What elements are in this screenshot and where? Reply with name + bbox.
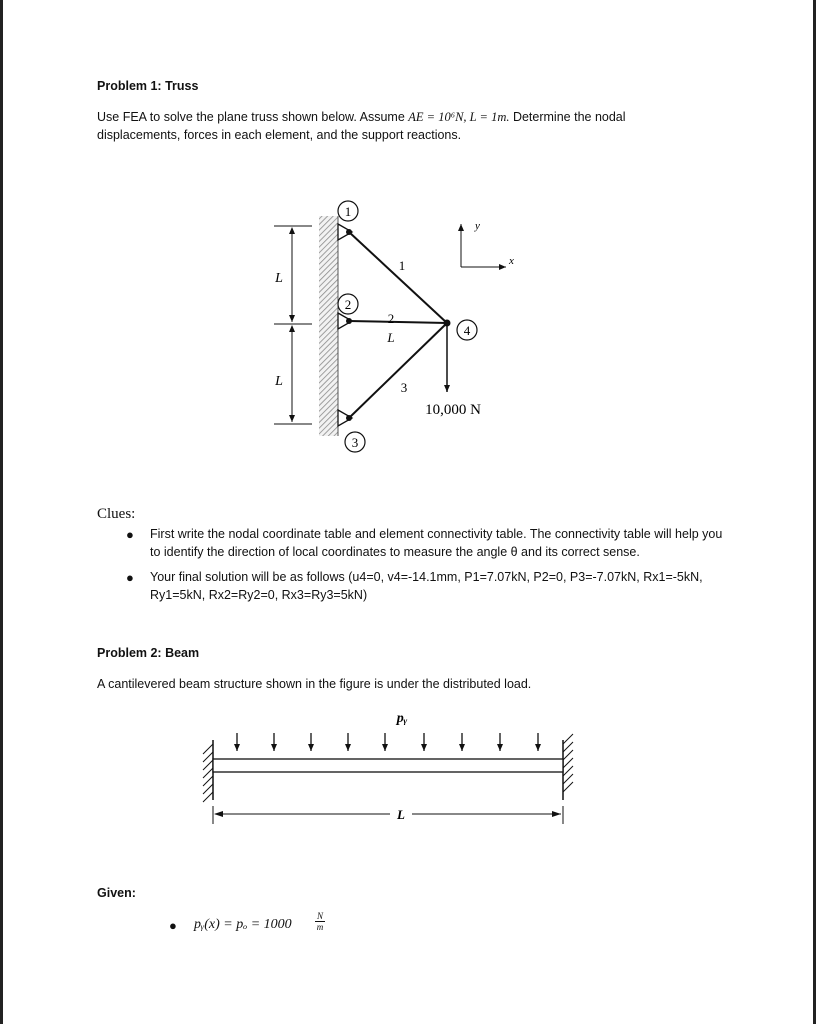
clues-title: Clues: [97,506,136,522]
truss-figure [250,195,540,465]
node-label-2: 2 [344,297,352,312]
problem1-intro-math: AE = 10⁶N, L = 1m. [408,110,510,124]
problem2-intro: A cantilevered beam structure shown in the figure is under the distributed load. [97,677,532,691]
distributed-load-arrows [237,733,538,751]
dim-label-lower: L [275,374,283,389]
beam-right-hatch [563,734,573,792]
element-label-2: 2 [387,311,395,326]
load-label: 10,000 N [425,402,481,418]
bullet-icon: ● [169,918,177,933]
problem1-intro-after: Determine the nodal [509,110,626,124]
node-label-4: 4 [463,323,471,338]
joint-node2 [346,318,352,324]
node-label-1: 1 [344,204,352,219]
dim-label-upper: L [275,271,283,286]
beam-load-label: pᵧ [396,711,408,726]
truss-element-2 [349,321,447,323]
problem1-intro-line2: displacements, forces in each element, and the support reactions. [97,128,462,142]
clue-text-2: Your final solution will be as follows (u4=0, v4=-14.1mm, P1=7.07kN, P2=0, P3=-7.07kN, Rx1=-5kN, Ry1=5kN, Rx2=Ry2=0, Rx3=Ry3=5kN) [150,570,703,602]
beam-left-hatch [203,744,213,802]
beam-body [213,759,563,772]
page-left-border [0,0,3,1024]
beam-length-label: L [397,807,405,822]
element-label-3: 3 [400,380,408,395]
list-item [126,526,736,561]
element2-length-label: L [387,330,395,345]
node-label-3: 3 [351,435,359,450]
problem1-intro-before: Use FEA to solve the plane truss shown below. Assume [97,110,409,124]
problem2-title: Problem 2: Beam [97,646,200,660]
given-formula: pᵧ(x) = pₒ = 1000 [194,917,292,932]
joint-node3 [346,415,352,421]
bullet-icon: ● [126,570,134,585]
joint-node1 [346,229,352,235]
given-title: Given: [97,886,136,900]
truss-element-1 [349,232,447,323]
list-item [126,569,736,604]
clue-text-1: First write the nodal coordinate table and element connectivity table. The connectivity table will help you to identify the direction of local coordinates to measure the angle θ and its correct sense. [150,527,723,559]
problem1-title: Problem 1: Truss [97,79,199,93]
given-unit-numerator: N [316,911,323,921]
element-label-1: 1 [398,258,406,273]
bullet-icon: ● [126,527,134,542]
clues-list [126,526,736,612]
problem1-intro [97,108,737,144]
axis-x-label: x [509,255,514,267]
given-unit-denominator: m [316,922,324,932]
truss-wall [319,216,338,436]
axis-y-label: y [475,220,480,232]
beam-figure [180,700,600,830]
